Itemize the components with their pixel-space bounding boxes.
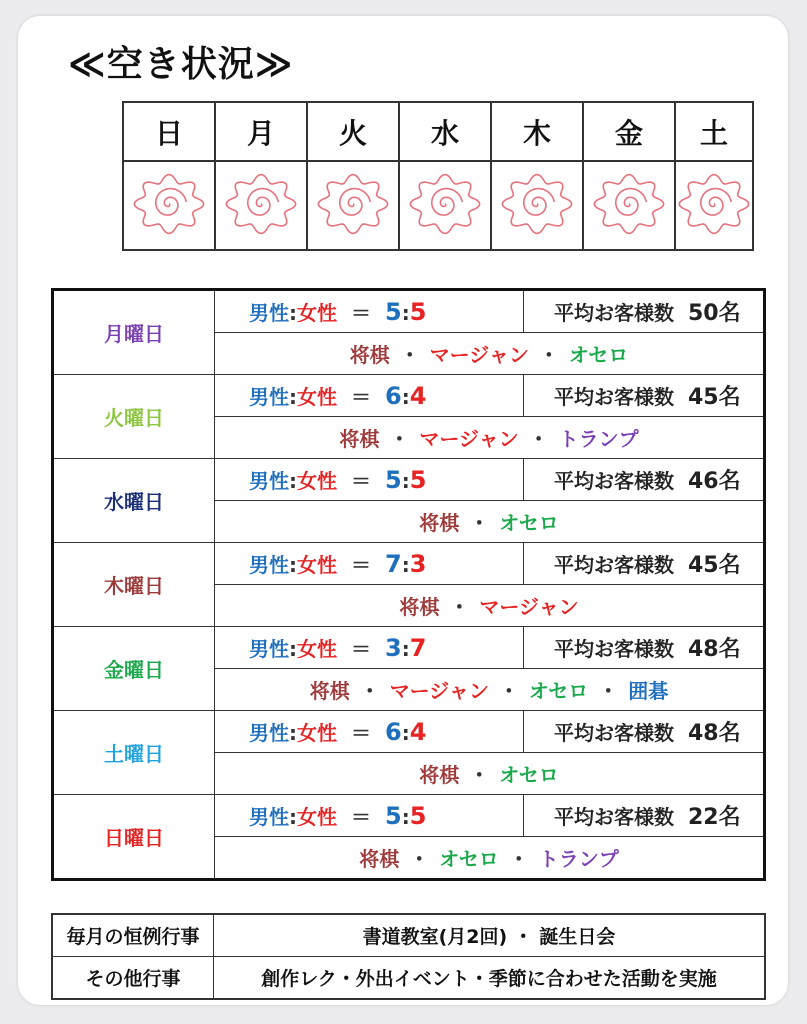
average-guests-value: 48名 xyxy=(688,721,741,746)
schedule-row xyxy=(53,290,765,333)
events-table xyxy=(51,913,766,1000)
ratio-colon: : xyxy=(401,469,410,493)
flower-icon xyxy=(407,172,483,236)
gender-ratio-cell xyxy=(215,795,524,837)
average-guests-cell xyxy=(524,627,765,669)
ratio-colon: : xyxy=(289,721,297,745)
game-name: トランプ xyxy=(558,427,639,451)
weekday-header-cell xyxy=(583,102,675,161)
schedule-row xyxy=(53,795,765,837)
average-guests-cell xyxy=(524,375,765,417)
female-ratio-value: 7 xyxy=(409,634,427,662)
weekday-label: 土 xyxy=(699,116,728,150)
male-ratio-value: 6 xyxy=(385,382,402,410)
event-value: 書道教室(月2回) ・ 誕生日会 xyxy=(214,914,766,957)
flower-icon xyxy=(223,172,299,236)
game-separator: ・ xyxy=(399,343,420,367)
ratio-colon: : xyxy=(401,301,410,325)
ratio-colon: : xyxy=(289,301,297,325)
schedule-row xyxy=(53,459,765,501)
female-ratio-value: 3 xyxy=(409,550,427,578)
male-label: 男性 xyxy=(249,721,289,745)
game-name: オセロ xyxy=(439,847,499,871)
game-separator: ・ xyxy=(469,511,490,535)
male-ratio-value: 5 xyxy=(385,466,402,494)
schedule-row xyxy=(53,627,765,669)
gender-ratio-cell xyxy=(215,290,524,333)
gender-ratio-cell xyxy=(215,711,524,753)
male-label: 男性 xyxy=(249,637,289,661)
equals-sign: ＝ xyxy=(351,637,371,661)
flower-icon xyxy=(499,172,575,236)
weekday-header-row xyxy=(123,102,753,161)
female-ratio-value: 4 xyxy=(409,382,427,410)
equals-sign: ＝ xyxy=(351,721,371,745)
schedule-day-name: 月曜日 xyxy=(53,290,215,375)
game-separator: ・ xyxy=(598,679,619,703)
ratio-colon: : xyxy=(289,469,297,493)
ratio-colon: : xyxy=(401,553,410,577)
ratio-colon: : xyxy=(289,385,297,409)
game-separator: ・ xyxy=(528,427,549,451)
game-separator: ・ xyxy=(469,763,490,787)
female-ratio-value: 5 xyxy=(409,802,427,830)
equals-sign: ＝ xyxy=(351,553,371,577)
games-cell xyxy=(215,753,765,795)
gender-ratio-cell xyxy=(215,459,524,501)
female-label: 女性 xyxy=(297,553,337,577)
availability-cell xyxy=(307,161,399,250)
flower-icon xyxy=(676,172,752,236)
average-guests-value: 48名 xyxy=(688,637,741,662)
average-guests-cell xyxy=(524,290,765,333)
availability-cell xyxy=(215,161,307,250)
equals-sign: ＝ xyxy=(351,385,371,409)
female-label: 女性 xyxy=(297,721,337,745)
game-separator: ・ xyxy=(389,427,410,451)
schedule-row xyxy=(53,711,765,753)
female-label: 女性 xyxy=(297,385,337,409)
game-name: マージャン xyxy=(429,343,529,367)
equals-sign: ＝ xyxy=(351,301,371,325)
male-label: 男性 xyxy=(249,805,289,829)
average-guests-label: 平均お客様数 xyxy=(554,301,674,325)
ratio-colon: : xyxy=(401,637,410,661)
schedule-day-name: 土曜日 xyxy=(53,711,215,795)
average-guests-label: 平均お客様数 xyxy=(554,553,674,577)
ratio-colon: : xyxy=(289,637,297,661)
weekday-header-cell xyxy=(675,102,753,161)
game-name: マージャン xyxy=(419,427,519,451)
game-separator: ・ xyxy=(449,595,470,619)
flower-icon xyxy=(591,172,667,236)
average-guests-label: 平均お客様数 xyxy=(554,637,674,661)
event-row xyxy=(52,957,765,1000)
weekday-label: 水 xyxy=(430,116,459,150)
weekday-header-cell xyxy=(123,102,215,161)
game-name: 将棋 xyxy=(419,763,460,787)
average-guests-value: 45名 xyxy=(688,385,741,410)
flower-icon xyxy=(315,172,391,236)
average-guests-value: 50名 xyxy=(688,301,741,326)
male-label: 男性 xyxy=(249,301,289,325)
female-ratio-value: 5 xyxy=(409,466,427,494)
male-label: 男性 xyxy=(249,553,289,577)
gender-ratio-cell xyxy=(215,375,524,417)
schedule-day-name: 金曜日 xyxy=(53,627,215,711)
male-ratio-value: 5 xyxy=(385,802,402,830)
game-name: 将棋 xyxy=(349,343,390,367)
games-cell xyxy=(215,837,765,880)
weekday-label: 火 xyxy=(338,116,367,150)
schedule-day-name: 日曜日 xyxy=(53,795,215,880)
game-separator: ・ xyxy=(409,847,430,871)
average-guests-label: 平均お客様数 xyxy=(554,385,674,409)
male-label: 男性 xyxy=(249,385,289,409)
game-separator: ・ xyxy=(359,679,380,703)
average-guests-cell xyxy=(524,543,765,585)
average-guests-cell xyxy=(524,459,765,501)
availability-cell xyxy=(583,161,675,250)
game-name: マージャン xyxy=(479,595,579,619)
female-label: 女性 xyxy=(297,805,337,829)
male-ratio-value: 5 xyxy=(385,298,402,326)
ratio-colon: : xyxy=(401,721,410,745)
male-ratio-value: 6 xyxy=(385,718,402,746)
female-label: 女性 xyxy=(297,301,337,325)
female-label: 女性 xyxy=(297,637,337,661)
availability-table xyxy=(122,101,754,251)
weekday-label: 木 xyxy=(522,116,551,150)
game-name: トランプ xyxy=(538,847,619,871)
weekday-header-cell xyxy=(491,102,583,161)
average-guests-label: 平均お客様数 xyxy=(554,721,674,745)
games-cell xyxy=(215,585,765,627)
equals-sign: ＝ xyxy=(351,805,371,829)
gender-ratio-cell xyxy=(215,543,524,585)
male-ratio-value: 3 xyxy=(385,634,402,662)
game-name: 将棋 xyxy=(359,847,400,871)
male-label: 男性 xyxy=(249,469,289,493)
weekday-label: 月 xyxy=(246,116,275,150)
average-guests-value: 22名 xyxy=(688,805,741,830)
page-title: ≪空き状況≫ xyxy=(68,44,294,85)
event-row xyxy=(52,914,765,957)
average-guests-cell xyxy=(524,795,765,837)
game-separator: ・ xyxy=(538,343,559,367)
female-ratio-value: 5 xyxy=(409,298,427,326)
games-cell xyxy=(215,669,765,711)
event-label: 毎月の恒例行事 xyxy=(52,914,214,957)
ratio-colon: : xyxy=(401,805,410,829)
schedule-day-name: 木曜日 xyxy=(53,543,215,627)
availability-icon-row xyxy=(123,161,753,250)
game-name: オセロ xyxy=(568,343,629,367)
games-cell xyxy=(215,417,765,459)
average-guests-label: 平均お客様数 xyxy=(554,469,674,493)
weekday-header-cell xyxy=(307,102,399,161)
weekly-schedule-table xyxy=(51,288,766,881)
ratio-colon: : xyxy=(289,805,297,829)
schedule-day-name: 火曜日 xyxy=(53,375,215,459)
games-cell xyxy=(215,501,765,543)
schedule-day-name: 水曜日 xyxy=(53,459,215,543)
availability-cell xyxy=(123,161,215,250)
game-separator: ・ xyxy=(498,679,519,703)
female-ratio-value: 4 xyxy=(409,718,427,746)
equals-sign: ＝ xyxy=(351,469,371,493)
schedule-row xyxy=(53,375,765,417)
game-name: オセロ xyxy=(499,763,559,787)
average-guests-cell xyxy=(524,711,765,753)
male-ratio-value: 7 xyxy=(385,550,402,578)
game-name: マージャン xyxy=(389,679,489,703)
game-name: 将棋 xyxy=(309,679,350,703)
game-name: 将棋 xyxy=(419,511,460,535)
ratio-colon: : xyxy=(401,385,410,409)
gender-ratio-cell xyxy=(215,627,524,669)
weekday-header-cell xyxy=(215,102,307,161)
weekday-label: 金 xyxy=(614,116,643,150)
games-cell xyxy=(215,333,765,375)
game-name: 将棋 xyxy=(339,427,380,451)
schedule-row xyxy=(53,543,765,585)
game-name: オセロ xyxy=(499,511,559,535)
availability-cell xyxy=(399,161,491,250)
female-label: 女性 xyxy=(297,469,337,493)
game-name: 囲碁 xyxy=(628,679,669,703)
average-guests-value: 46名 xyxy=(688,469,741,494)
weekday-header-cell xyxy=(399,102,491,161)
ratio-colon: : xyxy=(289,553,297,577)
event-label: その他行事 xyxy=(52,957,214,1000)
average-guests-label: 平均お客様数 xyxy=(554,805,674,829)
event-value: 創作レク・外出イベント・季節に合わせた活動を実施 xyxy=(214,957,766,1000)
availability-cell xyxy=(491,161,583,250)
flower-icon xyxy=(131,172,207,236)
game-separator: ・ xyxy=(508,847,529,871)
game-name: 将棋 xyxy=(399,595,440,619)
weekday-label: 日 xyxy=(154,116,183,150)
average-guests-value: 45名 xyxy=(688,553,741,578)
game-name: オセロ xyxy=(528,679,589,703)
availability-cell xyxy=(675,161,753,250)
